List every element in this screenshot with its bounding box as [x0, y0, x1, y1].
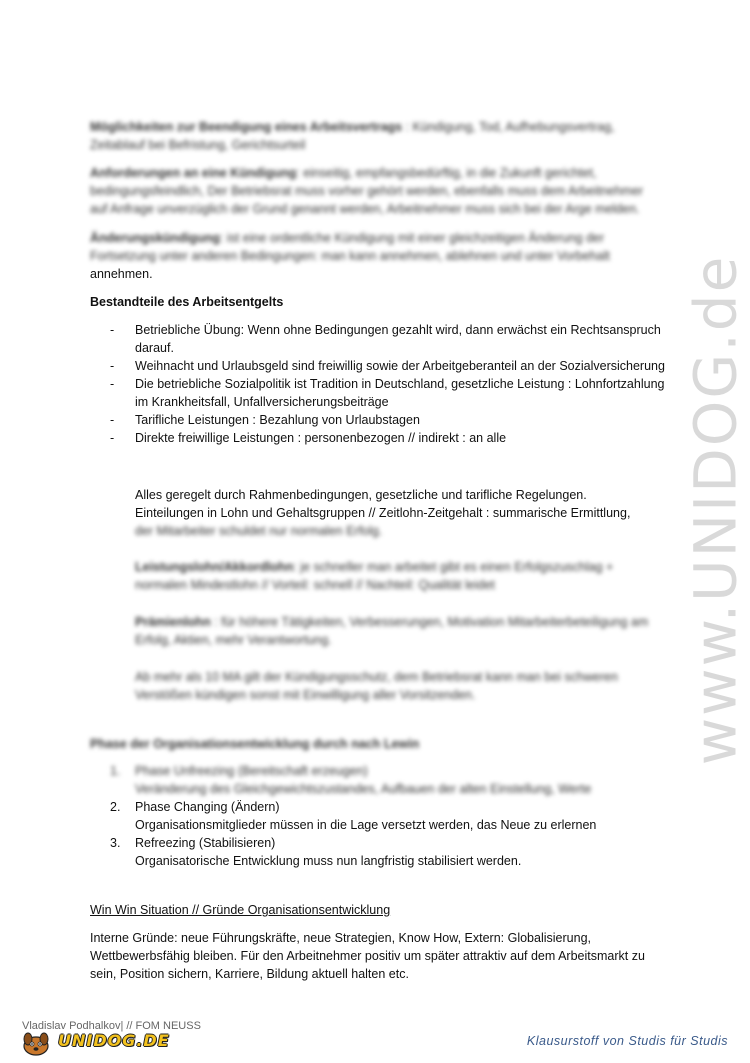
blurred-text: : Kündigung, Tod, Aufhebungsvertrag, Zeitablauf bei Befristung, Gerichtsurteil — [90, 120, 615, 152]
blurred-paragraph-leistungslohn: Leistungslohn/Akkordlohn: je schneller man arbeitet gibt es einen Erfolgszuschlag + normalen Mindestlohn // Vorteil: schnell // Nachteil: Qualität leidet — [135, 560, 614, 592]
logo-text: UNIDOG.DE — [58, 1031, 170, 1050]
bullet-marker: - — [110, 377, 115, 391]
dog-mascot-icon — [18, 1030, 58, 1058]
paragraph-einteilungen: Einteilungen in Lohn und Gehaltsgruppen // Zeitlohn-Zeitgehalt : summarische Ermittlung, — [135, 506, 631, 520]
watermark: www.UNIDOG.de — [681, 254, 749, 766]
paragraph-tail: annehmen. — [90, 267, 153, 281]
blurred-text: : einseitig, empfangsbedürftig, in die Zukunft gerichtet, bedingungsfeindlich, Der Betriebsrat muss vorher gehört werden, ebenfalls muss dem Arbeitnehmer auf Anfrage unverzüglich der Grund genannt werden, Arbeitnehmer muss sich bei der Arge melden. — [90, 166, 644, 216]
blurred-paragraph-praemienlohn: Prämienlohn : für höhere Tätigkeiten, Verbesserungen, Motivation Mitarbeiterbeteiligung am Erfolg, Aktien, mehr Verantwortung. — [135, 615, 649, 647]
paragraph-rahmenbedingungen: Alles geregelt durch Rahmenbedingungen, gesetzliche und tarifliche Regelungen. — [135, 488, 587, 502]
list-item: 2. Phase Changing (Ändern) Organisationsmitglieder müssen in die Lage versetzt werden, das Neue zu erlernen — [110, 800, 597, 832]
bullet-list-arbeitsentgelt — [110, 321, 670, 447]
list-item: - Betriebliche Übung: Wenn ohne Bedingungen gezahlt wird, dann erwächst ein Rechtsanspruch darauf. — [110, 323, 661, 355]
paragraph-gruende: Interne Gründe: neue Führungskräfte, neue Strategien, Know How, Extern: Globalisierung, Wettbewerbsfähig bleiben. Für den Arbeitnehmer positiv um später attraktiv auf dem Arbeitsmarkt zu sein, Position sichern, Karriere, Bildung aktuell halten etc. — [90, 931, 645, 981]
bullet-marker: - — [110, 413, 115, 427]
list-item: - Die betriebliche Sozialpolitik ist Tradition in Deutschland, gesetzliche Leistung : Lohnfortzahlung im Krankheitsfall, Unfallversicherungsbeiträge — [110, 377, 665, 409]
bullet-marker: - — [110, 431, 115, 445]
unidog-logo — [18, 1030, 168, 1054]
blurred-paragraph-1 — [90, 118, 660, 154]
footer-author: Vladislav Podhalkov| // FOM NEUSS — [22, 1020, 201, 1032]
section-heading-arbeitsentgelt: Bestandteile des Arbeitsentgelts — [90, 295, 284, 309]
blurred-paragraph-3 — [90, 229, 660, 265]
list-item: 1. Phase Unfreezing (Bereitschaft erzeugen) Veränderung des Gleichgewichtszustandes, Aufbauen der alten Einstellung, Werte — [110, 764, 592, 796]
bullet-marker: - — [110, 323, 115, 337]
blurred-paragraph-kuendigungsschutz: Ab mehr als 10 MA gilt der Kündigungsschutz, dem Betriebsrat kann man bei schweren Verstößen kündigen sonst mit Einwilligung aller Vorsitzenden. — [135, 670, 618, 702]
list-item: 3. Refreezing (Stabilisieren) Organisatorische Entwicklung muss nun langfristig stabilisiert werden. — [110, 836, 522, 868]
bullet-marker: - — [110, 359, 115, 373]
blurred-paragraph-2 — [90, 164, 660, 218]
footer-tagline: Klausurstoff von Studis für Studis — [526, 1034, 728, 1048]
blurred-term: Änderungskündigung — [90, 231, 220, 245]
blurred-term: Anforderungen an eine Kündigung — [90, 166, 297, 180]
blurred-line: der Mitarbeiter schuldet nur normalen Erfolg. — [135, 524, 383, 538]
list-item: - Tarifliche Leistungen : Bezahlung von Urlaubstagen — [110, 413, 420, 427]
section-heading-win-win: Win Win Situation // Gründe Organisationsentwicklung — [90, 903, 391, 917]
blurred-section-heading-lewin: Phase der Organisationsentwicklung durch nach Lewin — [90, 737, 420, 751]
list-item: - Direkte freiwillige Leistungen : personenbezogen // indirekt : an alle — [110, 431, 507, 445]
list-item: - Weihnacht und Urlaubsgeld sind freiwillig sowie der Arbeitgeberanteil an der Sozialversicherung — [110, 359, 665, 373]
blurred-term: Möglichkeiten zur Beendigung eines Arbeitsvertrags — [90, 120, 403, 134]
numbered-list-lewin — [110, 762, 655, 870]
blurred-text: : ist eine ordentliche Kündigung mit einer gleichzeitigen Änderung der Fortsetzung unter anderen Bedingungen: man kann annehmen, ablehnen und unter Vorbehalt — [90, 231, 610, 263]
